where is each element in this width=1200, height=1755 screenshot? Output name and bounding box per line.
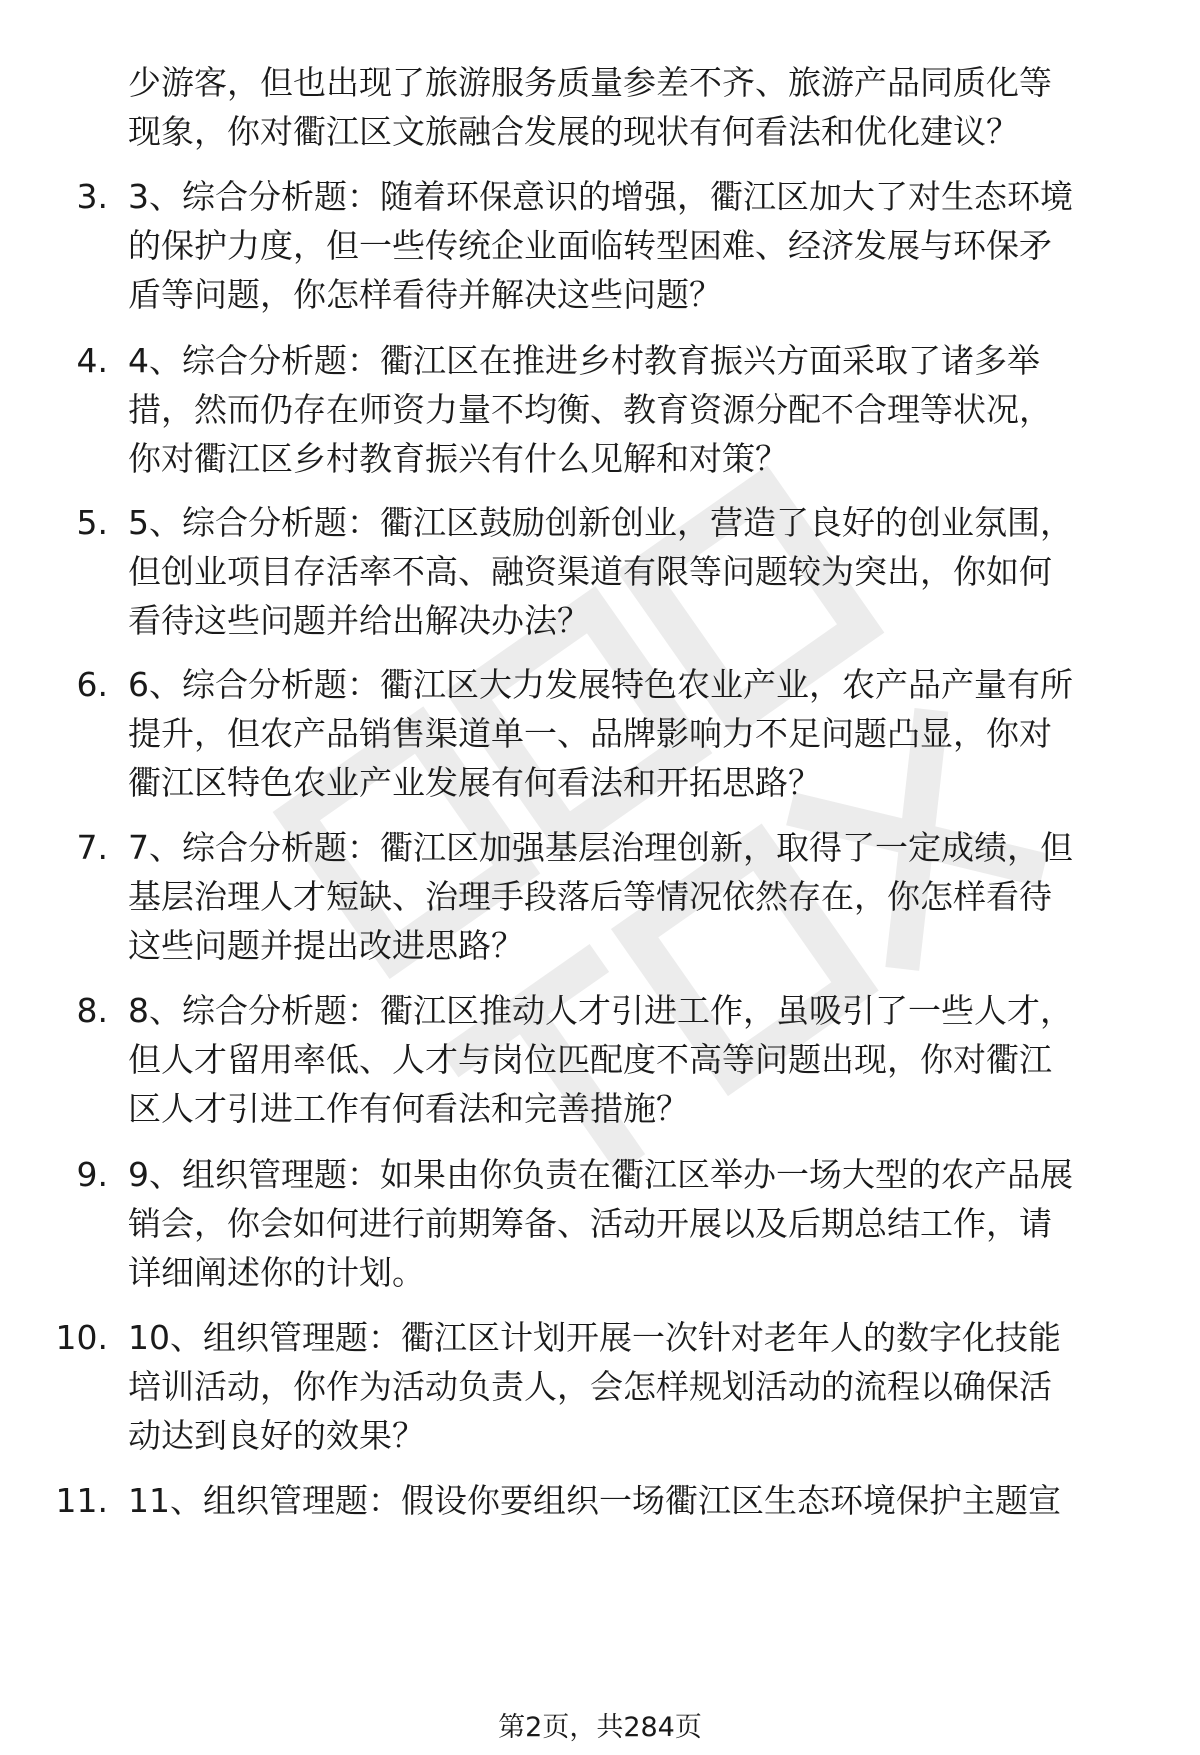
list-item-number: 6.	[76, 665, 108, 704]
list-item-number: 9.	[76, 1155, 108, 1194]
list-item-text: 11、组织管理题：假设你要组织一场衢江区生态环境保护主题宣	[128, 1481, 1061, 1520]
list-item-number: 8.	[76, 991, 108, 1030]
list-item-text: 4、综合分析题：衢江区在推进乡村教育振兴方面采取了诸多举 措，然而仍存在师资力量不均衡、教育资源分配不合理等状况， 你对衢江区乡村教育振兴有什么见解和对策？	[128, 341, 1052, 478]
page-footer: 第2页，共284页	[498, 1712, 702, 1743]
list-item-number: 4.	[76, 341, 108, 380]
list-item-text: 3、综合分析题：随着环保意识的增强，衢江区加大了对生态环境 的保护力度，但一些传统企业面临转型困难、经济发展与环保矛 盾等问题，你怎样看待并解决这些问题？	[128, 177, 1073, 314]
list-item-text: 8、综合分析题：衢江区推动人才引进工作，虽吸引了一些人才， 但人才留用率低、人才与岗位匹配度不高等问题出现，你对衢江 区人才引进工作有何看法和完善措施？	[128, 991, 1073, 1128]
intro-continuation-text: 少游客，但也出现了旅游服务质量参差不齐、旅游产品同质化等 现象，你对衢江区文旅融合发展的现状有何看法和优化建议？	[128, 63, 1052, 151]
list-item-number: 10.	[55, 1318, 108, 1357]
list-item-number: 7.	[76, 828, 108, 867]
list-item-text: 5、综合分析题：衢江区鼓励创新创业，营造了良好的创业氛围， 但创业项目存活率不高、融资渠道有限等问题较为突出，你如何 看待这些问题并给出解决办法？	[128, 503, 1073, 640]
list-item-number: 3.	[76, 177, 108, 216]
list-item-text: 6、综合分析题：衢江区大力发展特色农业产业，农产品产量有所 提升，但农产品销售渠道单一、品牌影响力不足问题凸显，你对 衢江区特色农业产业发展有何看法和开拓思路？	[128, 665, 1073, 802]
list-item-number: 5.	[76, 503, 108, 542]
list-item-number: 11.	[55, 1481, 108, 1520]
list-item-text: 10、组织管理题：衢江区计划开展一次针对老年人的数字化技能 培训活动，你作为活动负责人，会怎样规划活动的流程以确保活 动达到良好的效果？	[128, 1318, 1061, 1455]
list-item-text: 9、组织管理题：如果由你负责在衢江区举办一场大型的农产品展 销会，你会如何进行前期筹备、活动开展以及后期总结工作，请 详细阐述你的计划。	[128, 1155, 1073, 1292]
list-item-text: 7、综合分析题：衢江区加强基层治理创新，取得了一定成绩，但 基层治理人才短缺、治理手段落后等情况依然存在，你怎样看待 这些问题并提出改进思路？	[128, 828, 1073, 965]
